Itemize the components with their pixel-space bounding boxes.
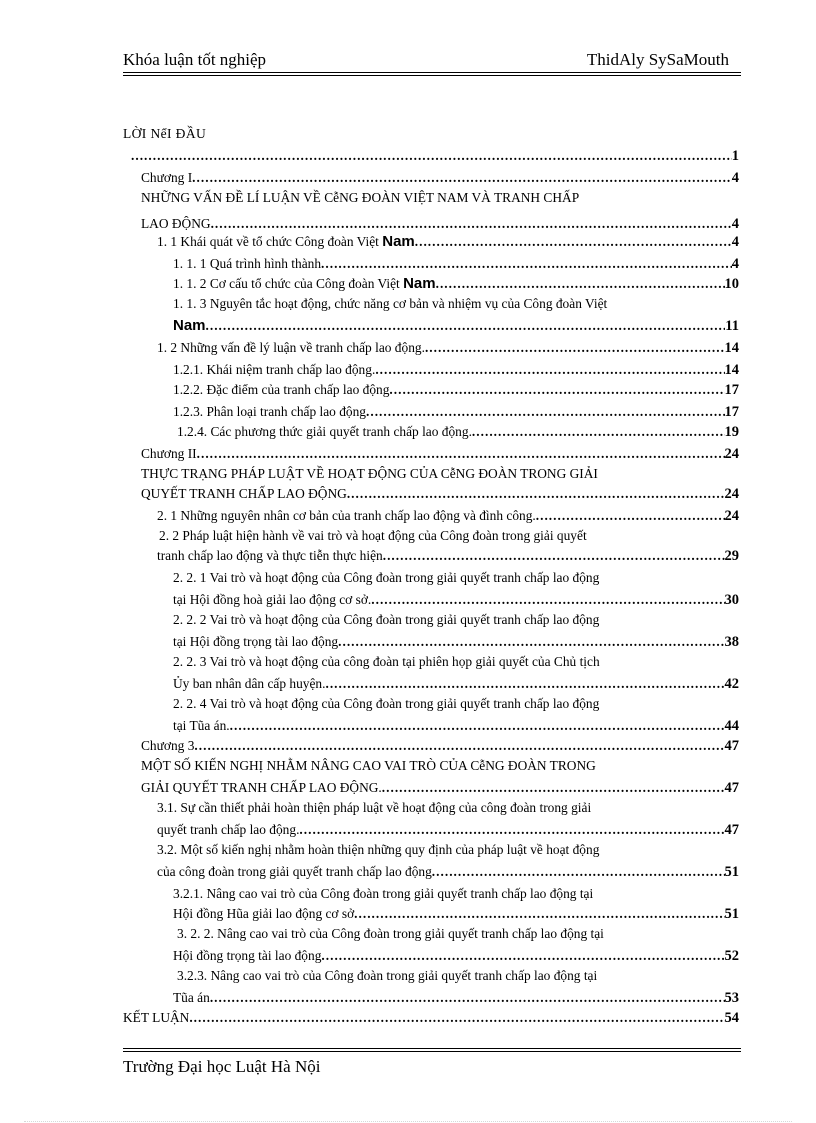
toc-leader-dots xyxy=(321,254,732,274)
toc-entry-emphasis: NAM xyxy=(437,190,469,205)
toc-leader-dots xyxy=(432,862,725,882)
toc-leader-dots xyxy=(325,674,724,694)
toc-entry xyxy=(173,904,739,924)
toc-page-number: 30 xyxy=(724,592,739,608)
toc-page-number: 10 xyxy=(724,276,739,292)
toc-leader-dots xyxy=(366,402,724,422)
toc-entry xyxy=(141,464,739,484)
toc-entry xyxy=(141,736,739,756)
toc-page-number: 54 xyxy=(724,1010,739,1026)
toc-entry-text: Chương 3 xyxy=(141,738,195,753)
toc-page-number: 51 xyxy=(724,906,739,922)
toc-entry-text: 1.2.2. Đặc điểm của tranh chấp lao động xyxy=(173,382,390,397)
toc-leader-dots xyxy=(230,716,725,736)
toc-leader-dots xyxy=(389,380,724,400)
toc-entry-text: Hội đồng Hũa giải lao động cơ sở xyxy=(173,906,355,921)
toc-entry-text: 1.2.1. Khái niệm tranh chấp lao động. xyxy=(173,362,376,377)
toc-leader-dots xyxy=(338,632,724,652)
toc-entry-text: GIẢI QUYẾT TRANH CHẤP LAO ĐỘNG. xyxy=(141,780,382,795)
toc-page-number: 44 xyxy=(724,718,739,734)
page-header xyxy=(123,48,741,72)
toc-entry-text: tại Hội đồng trọng tài lao động xyxy=(173,634,339,649)
footer-institution: Trường Đại học Luật Hà Nội xyxy=(123,1057,321,1076)
toc-entry-text: 1. 1. 2 Cơ cấu tổ chức của Công đoàn Việt Nam xyxy=(173,275,436,292)
toc-entry xyxy=(131,146,739,166)
toc-leader-dots xyxy=(131,146,732,166)
toc-leader-dots xyxy=(189,1008,724,1028)
toc-entry xyxy=(157,338,739,358)
toc-entry-text: 2. 2. 1 Vai trò và hoạt động của Công đoàn trong giải quyết tranh chấp lao động xyxy=(173,570,600,585)
toc-leader-dots xyxy=(425,338,725,358)
toc-leader-dots xyxy=(536,506,725,526)
toc-entry-text: Hội đồng trọng tài lao động xyxy=(173,948,322,963)
toc-entry-text: 1. 1. 3 Nguyên tắc hoạt động, chức năng cơ bản và nhiệm vụ của Công đoàn Việt xyxy=(173,296,608,311)
toc-entry-text: 1. 2 Những vấn đề lý luận về tranh chấp lao động. xyxy=(157,340,425,355)
toc-page-number: 52 xyxy=(724,948,739,964)
toc-page-number: 42 xyxy=(724,676,739,692)
toc-entry-text: 3.2.1. Nâng cao vai trò của Công đoàn trong giải quyết tranh chấp lao động tại xyxy=(173,886,594,901)
toc-entry xyxy=(141,168,739,188)
toc-entry-text: 3. 2. 2. Nâng cao vai trò của Công đoàn trong giải quyết tranh chấp lao động tại xyxy=(177,926,604,941)
toc-leader-dots xyxy=(321,946,724,966)
toc-entry-emphasis: Nam xyxy=(403,275,436,292)
toc-page-number: 4 xyxy=(731,256,739,272)
toc-entry xyxy=(159,526,739,546)
toc-leader-dots xyxy=(206,316,726,336)
toc-page-number: 17 xyxy=(724,404,739,420)
toc-entry xyxy=(141,778,739,798)
toc-entry-text: tại Tũa án. xyxy=(173,718,230,733)
toc-entry xyxy=(177,966,739,986)
toc-entry xyxy=(157,840,741,860)
toc-entry-text: NHỮNG VẤN ĐỀ LÍ LUẬN VỀ CễNG ĐOÀN VIỆT NAM VÀ TRANH CHẤP xyxy=(141,190,580,205)
toc-page-number: 4 xyxy=(731,216,739,232)
toc-leader-dots xyxy=(347,484,725,504)
toc-page-number: 51 xyxy=(724,864,739,880)
toc-entry xyxy=(173,316,739,336)
toc-entry xyxy=(157,506,739,526)
toc-leader-dots xyxy=(383,546,725,566)
toc-entry xyxy=(123,1008,739,1028)
toc-entry xyxy=(173,568,739,588)
page-edge xyxy=(24,1121,792,1122)
toc-page-number: 17 xyxy=(724,382,739,398)
toc-entry xyxy=(157,798,739,818)
toc-leader-dots xyxy=(211,214,732,234)
toc-entry xyxy=(173,360,739,380)
toc-entry xyxy=(173,988,739,1008)
toc-page-number: 53 xyxy=(724,990,739,1006)
toc-leader-dots xyxy=(197,444,725,464)
toc-entry-text: KẾT LUẬN xyxy=(123,1010,190,1025)
footer-rule-thin xyxy=(123,1051,741,1052)
toc-page-number: 1 xyxy=(731,148,739,164)
toc-entry xyxy=(141,484,739,504)
toc-entry xyxy=(173,694,739,714)
toc-entry-text: Chương I xyxy=(141,170,193,185)
toc-entry xyxy=(173,884,739,904)
toc-entry-emphasis: Nam xyxy=(173,317,206,334)
toc-page-number: 4 xyxy=(731,234,739,250)
toc-entry-text: 3.2.3. Nâng cao vai trò của Công đoàn trong giải quyết tranh chấp lao động tại xyxy=(177,968,598,983)
toc-entry xyxy=(177,924,739,944)
toc-entry xyxy=(173,632,739,652)
toc-entry-text: 1.2.3. Phân loại tranh chấp lao động xyxy=(173,404,367,419)
header-rule xyxy=(123,72,741,73)
toc-entry xyxy=(157,862,739,882)
toc-entry xyxy=(141,188,726,208)
header-author: ThidAly SySaMouth xyxy=(586,50,729,69)
toc-entry-text: Chương II xyxy=(141,446,197,461)
toc-entry-text: 2. 2. 4 Vai trò và hoạt động của Công đoàn trong giải quyết tranh chấp lao động xyxy=(173,696,600,711)
footer-rule xyxy=(123,1048,741,1049)
toc-leader-dots xyxy=(436,274,725,294)
toc-page-number: 38 xyxy=(724,634,739,650)
toc-leader-dots xyxy=(192,168,732,188)
toc-entry xyxy=(173,254,739,274)
toc-entry-text: LAO ĐỘNG xyxy=(141,216,211,231)
toc-entry-emphasis: Nam xyxy=(382,233,415,250)
toc-entry-text: tại Hội đồng hoà giải lao động cơ sở. xyxy=(173,592,372,607)
toc-entry-text: tranh chấp lao động và thực tiễn thực hiện xyxy=(157,548,383,563)
toc-entry xyxy=(173,274,739,294)
toc-title: LỜI NểI ĐẦU xyxy=(123,126,207,141)
toc-entry-text: Tũa án xyxy=(173,990,210,1005)
toc-entry-text: QUYẾT TRANH CHẤP LAO ĐỘNG xyxy=(141,486,347,501)
toc-entry-text: 2. 2. 2 Vai trò và hoạt động của Công đoàn trong giải quyết tranh chấp lao động xyxy=(173,612,600,627)
toc-entry-text: THỰC TRẠNG PHÁP LUẬT VỀ HOẠT ĐỘNG CỦA CễNG ĐOÀN TRONG GIẢI xyxy=(141,466,598,481)
toc-page-number: 47 xyxy=(724,780,739,796)
toc-entry xyxy=(173,610,739,630)
toc-page-number: 47 xyxy=(724,822,739,838)
toc-entry xyxy=(173,946,739,966)
toc-entry xyxy=(173,402,739,422)
toc-entry xyxy=(157,546,739,566)
toc-entry xyxy=(173,590,739,610)
toc-leader-dots xyxy=(472,422,725,442)
toc-page-number: 14 xyxy=(724,340,739,356)
toc-leader-dots xyxy=(210,988,725,1008)
toc-leader-dots xyxy=(375,360,724,380)
toc-page-number: 47 xyxy=(724,738,739,754)
toc-entry xyxy=(157,820,739,840)
toc-entry xyxy=(173,674,739,694)
toc-entry-text: 2. 1 Những nguyên nhân cơ bản của tranh chấp lao động và đình công. xyxy=(157,508,536,523)
toc-entry-text: 3.1. Sự cần thiết phải hoàn thiện pháp luật về hoạt động của công đoàn trong giải xyxy=(157,800,592,815)
toc-page-number: 29 xyxy=(724,548,739,564)
toc-entry-text: quyết tranh chấp lao động. xyxy=(157,822,300,837)
toc-leader-dots xyxy=(382,778,725,798)
toc-entry-text: 2. 2. 3 Vai trò và hoạt động của công đoàn tại phiên họp giải quyết của Chủ tịch xyxy=(173,654,600,669)
toc-page-number: 11 xyxy=(725,318,739,334)
toc-entry-text: Ủy ban nhân dân cấp huyện. xyxy=(173,676,326,691)
toc-entry xyxy=(173,380,739,400)
toc-entry-text: 3.2. Một số kiến nghị nhằm hoàn thiện những quy định của pháp luật về hoạt động xyxy=(157,842,600,857)
toc-page-number: 14 xyxy=(724,362,739,378)
toc-leader-dots xyxy=(194,736,724,756)
toc-entry xyxy=(141,214,739,234)
toc-entry xyxy=(141,756,723,776)
toc-page-number: 24 xyxy=(724,486,739,502)
toc-page-number: 24 xyxy=(724,508,739,524)
toc-entry-text: 2. 2 Pháp luật hiện hành về vai trò và hoạt động của Công đoàn trong giải quyết xyxy=(159,528,587,543)
toc-entry-text: 1. 1 Khái quát về tổ chức Công đoàn Việt Nam xyxy=(157,233,415,250)
header-document-type: Khóa luận tốt nghiệp xyxy=(123,50,267,69)
toc-entry-text: 1.2.4. Các phương thức giải quyết tranh chấp lao động. xyxy=(177,424,472,439)
toc-leader-dots xyxy=(415,232,732,252)
toc-entry xyxy=(173,652,739,672)
header-rule-thin xyxy=(123,75,741,76)
toc-entry-text: của công đoàn trong giải quyết tranh chấp lao động xyxy=(157,864,432,879)
toc-entry xyxy=(173,716,739,736)
toc-page-number: 4 xyxy=(731,170,739,186)
toc-leader-dots xyxy=(299,820,724,840)
toc-entry xyxy=(157,232,739,252)
toc-page-number: 24 xyxy=(724,446,739,462)
toc-entry xyxy=(141,444,739,464)
toc-page-number: 19 xyxy=(724,424,739,440)
toc-entry-text: 1. 1. 1 Quá trình hình thành xyxy=(173,256,322,271)
toc-entry-text xyxy=(173,316,206,336)
toc-entry xyxy=(177,422,739,442)
toc-entry xyxy=(173,294,739,314)
toc-entry-text: MỘT SỐ KIẾN NGHỊ NHẰM NÂNG CAO VAI TRÒ CỦA CễNG ĐOÀN TRONG xyxy=(141,758,596,773)
toc-leader-dots xyxy=(371,590,724,610)
toc-leader-dots xyxy=(354,904,724,924)
